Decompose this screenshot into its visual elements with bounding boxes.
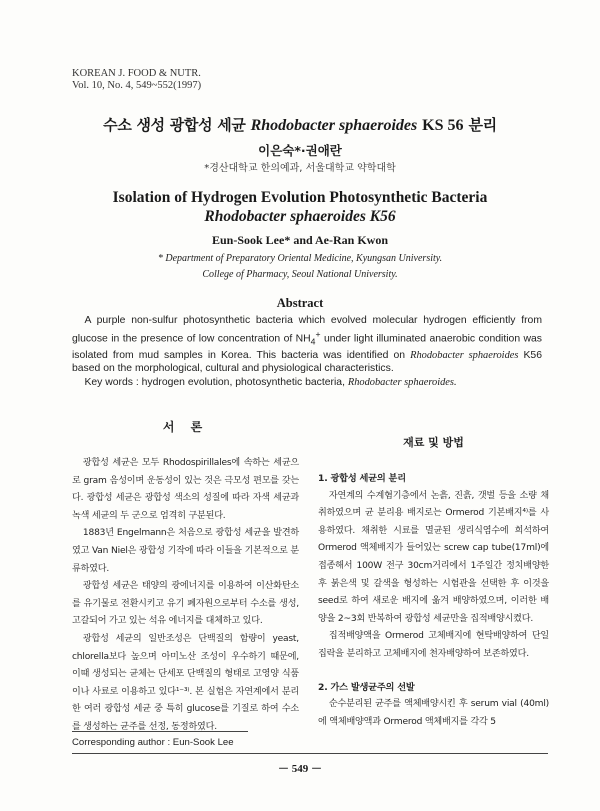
methods-subheading-2: 2. 가스 발생균주의 선발 xyxy=(318,681,415,693)
english-title xyxy=(0,188,600,226)
page-number: － 549 － xyxy=(278,763,322,775)
english-affiliation-line1: * Department of Preparatory Oriental Medicine, Kyungsan University. xyxy=(157,253,443,264)
intro-paragraph-3: 광합성 세균은 태양의 광에너지를 이용하여 이산화탄소를 유기물로 전환시키고 유기 폐자원으로부터 수소를 생성, 고갈되어 가고 있는 석유 에너지를 대체하고 있다. xyxy=(72,581,299,627)
abstract-body xyxy=(72,314,542,390)
intro-column xyxy=(72,455,299,737)
korean-affiliation: *경산대학교 한의예과, 서울대학교 약학대학 xyxy=(204,163,396,174)
methods-paragraph-3: 순수분리된 균주를 액체배양시킨 후 serum vial (40ml)에 액체배양액과 Ormerod 액체배지를 각각 5 xyxy=(318,699,549,727)
english-title-line1: Isolation of Hydrogen Evolution Photosynthetic Bacteria xyxy=(112,189,488,206)
keywords: Key words : hydrogen evolution, photosynthetic bacteria, Rhodobacter sphaeroides. xyxy=(84,376,457,388)
korean-authors: 이은숙*·권애란 xyxy=(258,143,342,158)
english-affiliation-line2: College of Pharmacy, Seoul National University. xyxy=(202,269,398,280)
english-affiliation xyxy=(0,251,600,283)
intro-heading: 서 론 xyxy=(162,420,209,434)
korean-title-strain: KS 56 xyxy=(422,117,464,134)
journal-citation xyxy=(72,68,201,92)
korean-title xyxy=(0,114,600,135)
page-bottom-divider xyxy=(72,753,548,754)
abstract-heading: Abstract xyxy=(276,296,324,310)
intro-paragraph-1: 광합성 세균은 모두 Rhodospirillales에 속하는 세균으로 gram 음성이며 운동성이 있는 것은 극모성 편모를 갖는다. 광합성 세균은 광합성 색소의 성질에 따라 자색 세균과 녹색 세균의 두 군으로 엄격히 구분된다. xyxy=(72,458,299,521)
journal-volume: Vol. 10, No. 4, 549~552(1997) xyxy=(72,80,202,91)
intro-paragraph-2: 1883년 Engelmann은 처음으로 광합성 세균을 발견하였고 Van Niel은 광합성 기작에 따라 이들을 기본적으로 분류하였다. xyxy=(72,528,299,574)
korean-title-species: Rhodobacter sphaeroides xyxy=(250,117,418,134)
intro-paragraph-4: 광합성 세균의 일반조성은 단백질의 함량이 yeast, chlorella보다 높으며 아미노산 조성이 우수하기 때문에, 이때 생성되는 균체는 단세포 단백질의 형태로 고영양 식품이나 사료로 이용하고 있다¹⁻³⁾. 본 실험은 자연계에서 분리한 여러 광합성 세균 중 특히 glucose를 기질로 하여 수소를 생성하는 균주를 선정, 동정하였다. xyxy=(72,633,299,732)
abstract-paragraph: A purple non-sulfur photosynthetic bacteria which evolved molecular hydrogen efficiently from glucose in the presence of low concentration of $NH_4^+$ under light illuminated anaerobic condition was isolated from mud samples in Korea. This bacteria was identified on Rhodobacter sphaeroides K56 based on the morphological, cultural and physiological characteristics. xyxy=(72,315,542,375)
english-title-line2: Rhodobacter sphaeroides K56 xyxy=(204,208,396,225)
korean-title-suffix: 분리 xyxy=(468,116,497,134)
methods-paragraph-2: 집적배양액을 Ormerod 고체배지에 현탁배양하여 단일 집락을 분리하고 고체배지에 천자배양하여 보존하였다. xyxy=(318,631,549,659)
methods-column xyxy=(318,470,549,731)
section-gap xyxy=(318,664,549,679)
footnote-divider xyxy=(72,731,248,732)
korean-title-prefix: 수소 생성 광합성 세균 xyxy=(103,116,246,134)
english-authors: Eun-Sook Lee* and Ae-Ran Kwon xyxy=(211,233,389,247)
methods-subheading-1: 1. 광합성 세균의 분리 xyxy=(318,473,406,484)
corresponding-author: Corresponding author : Eun-Sook Lee xyxy=(72,737,234,748)
methods-paragraph-1: 자연계의 수계혐기층에서 논흙, 진흙, 갯벌 등을 소량 채취하였으며 균 분리용 배지로는 Ormerod 기본배지⁴⁾를 사용하였다. 채취한 시료를 멸균된 생리식염수에 희석하여 Ormerod 액체배지가 들어있는 screw cap tube(17ml)에 접종해서 100W 전구 30cm거리에서 1주일간 정치배양한 후 붉은색 및 갈색을 형성하는 시험관을 선택한 후 이것을 seed로 하여 새로운 배지에 옮겨 배양하였으며, 이러한 배양을 2~3회 반복하여 광합성 세균만을 집적배양시켰다. xyxy=(318,490,549,624)
journal-name: KOREAN J. FOOD & NUTR. xyxy=(72,68,201,79)
methods-heading: 재료 및 방법 xyxy=(403,436,464,449)
